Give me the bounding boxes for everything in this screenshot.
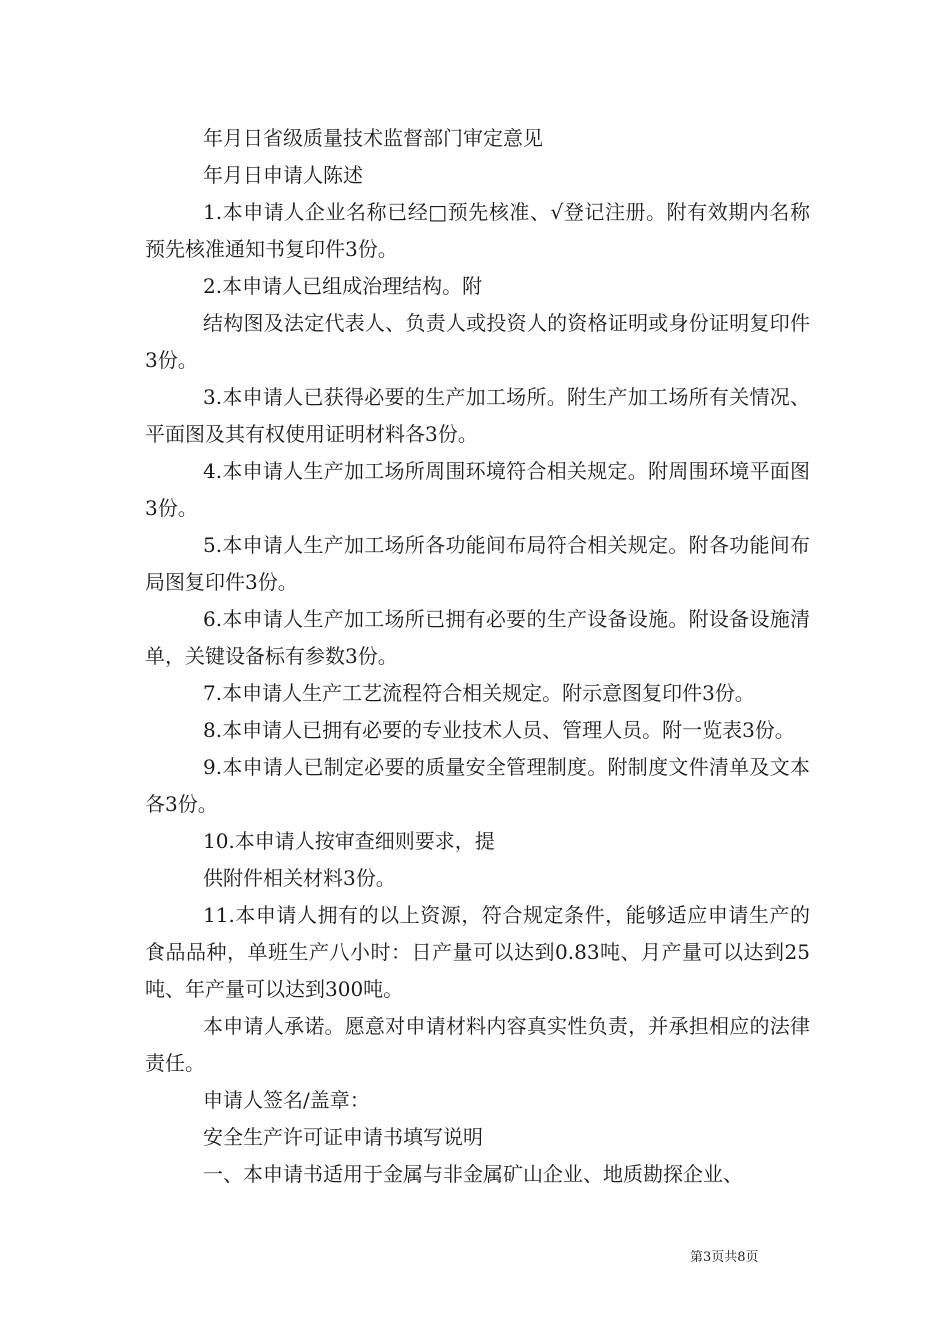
paragraph-applicant-statement: 年月日申请人陈述 xyxy=(203,163,363,187)
paragraph-provincial-review: 年月日省级质量技术监督部门审定意见 xyxy=(203,126,543,150)
paragraph-item-10: 10.本申请人按审查细则要求，提 xyxy=(203,829,495,853)
paragraph-item-9: 9.本申请人已制定必要的质量安全管理制度。附制度文件清单及文本各3份。 xyxy=(145,755,810,816)
paragraph-item-2-cont: 结构图及法定代表人、负责人或投资人的资格证明或身份证明复印件3份。 xyxy=(145,311,810,372)
paragraph-signature: 申请人签名/盖章： xyxy=(203,1088,370,1112)
paragraph-commitment: 本申请人承诺。愿意对申请材料内容真实性负责，并承担相应的法律责任。 xyxy=(145,1014,810,1075)
paragraph-item-8: 8.本申请人已拥有必要的专业技术人员、管理人员。附一览表3份。 xyxy=(203,718,795,742)
paragraph-item-3: 3.本申请人已获得必要的生产加工场所。附生产加工场所有关情况、平面图及其有权使用证明材料各3份。 xyxy=(145,385,810,446)
paragraph-item-1: 1.本申请人企业名称已经□预先核准、√登记注册。附有效期内名称预先核准通知书复印件3份。 xyxy=(145,200,810,261)
paragraph-item-7: 7.本申请人生产工艺流程符合相关规定。附示意图复印件3份。 xyxy=(203,681,755,705)
paragraph-section-title: 安全生产许可证申请书填写说明 xyxy=(203,1125,483,1149)
page-number-footer: 第3页共8页 xyxy=(690,1250,759,1265)
paragraph-instruction-1: 一、本申请书适用于金属与非金属矿山企业、地质勘探企业、 xyxy=(203,1162,743,1186)
paragraph-item-4: 4.本申请人生产加工场所周围环境符合相关规定。附周围环境平面图3份。 xyxy=(145,459,810,520)
paragraph-item-10-cont: 供附件相关材料3份。 xyxy=(203,866,396,890)
paragraph-item-11: 11.本申请人拥有的以上资源，符合规定条件，能够适应申请生产的食品品种，单班生产八小时：日产量可以达到0.83吨、月产量可以达到25吨、年产量可以达到300吨。 xyxy=(145,903,810,1001)
paragraph-item-6: 6.本申请人生产加工场所已拥有必要的生产设备设施。附设备设施清单，关键设备标有参数3份。 xyxy=(145,607,810,668)
paragraph-item-5: 5.本申请人生产加工场所各功能间布局符合相关规定。附各功能间布局图复印件3份。 xyxy=(145,533,810,594)
document-body xyxy=(145,120,810,1193)
paragraph-item-2: 2.本申请人已组成治理结构。附 xyxy=(203,274,483,298)
